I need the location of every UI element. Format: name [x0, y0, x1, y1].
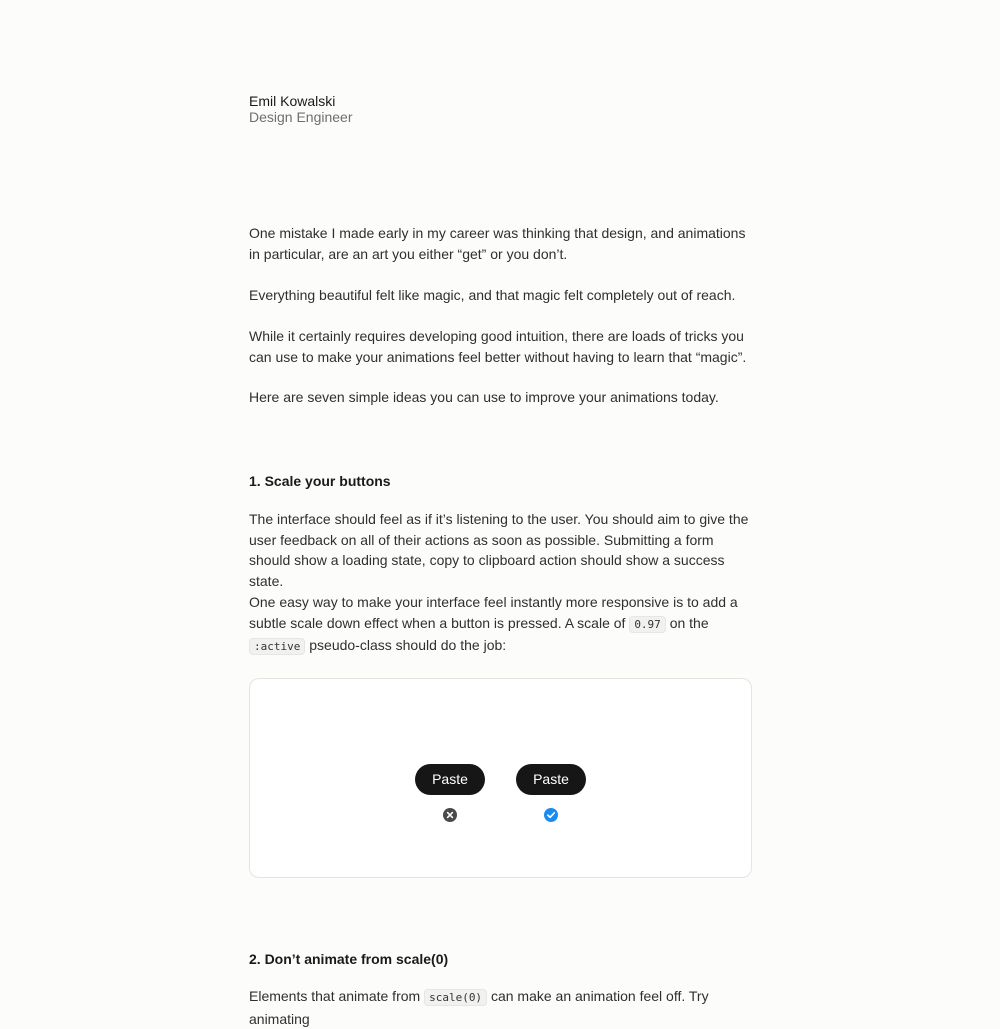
section-2-paragraph-1-text-b: can make an animation feel off. Try animating: [249, 988, 709, 1027]
section-1-paragraph-2-text-a: One easy way to make your interface feel instantly more responsive is to add a subtle scale down effect when a button is pressed. A scale of: [249, 594, 738, 631]
check-circle-icon: [544, 808, 558, 822]
section-1-paragraph-2-text-c: pseudo-class should do the job:: [305, 637, 507, 654]
section-1-heading: 1. Scale your buttons: [249, 473, 391, 489]
intro-paragraph-4: Here are seven simple ideas you can use to improve your animations today.: [249, 389, 719, 405]
section-1-paragraph-2-text-b: on the: [665, 614, 709, 631]
scale-value-code: 0.97: [629, 616, 666, 633]
section-2-paragraph-1-text-a: Elements that animate from: [249, 988, 425, 1004]
paste-button-without-scale[interactable]: Paste: [415, 764, 485, 795]
section-2-paragraph-1: [249, 986, 752, 1029]
section-2-heading: 2. Don’t animate from scale(0): [249, 951, 449, 967]
section-1-paragraph-2: [249, 592, 752, 658]
paste-button-with-scale[interactable]: Paste: [516, 764, 586, 795]
button-demo-card: [249, 678, 752, 878]
intro-paragraph-2: Everything beautiful felt like magic, and that magic felt completely out of reach.: [249, 287, 736, 303]
intro-paragraph-3: While it certainly requires developing good intuition, there are loads of tricks you can use to make your animations feel better without having to learn that “magic”.: [249, 328, 747, 365]
author-name: Emil Kowalski: [249, 93, 336, 109]
x-circle-icon: [443, 808, 457, 822]
active-pseudo-class-code: :active: [249, 638, 305, 655]
intro-paragraph-1: One mistake I made early in my career was thinking that design, and animations in particular, are an art you either “get” or you don’t.: [249, 225, 746, 262]
author-role: Design Engineer: [249, 109, 353, 125]
section-1-paragraph-1: The interface should feel as if it’s listening to the user. You should aim to give the user feedback on all of their actions as soon as possible. Submitting a form should show a loading state, copy to clipboard action should show a success state.: [249, 511, 749, 589]
scale-zero-code: scale(0): [424, 989, 487, 1006]
